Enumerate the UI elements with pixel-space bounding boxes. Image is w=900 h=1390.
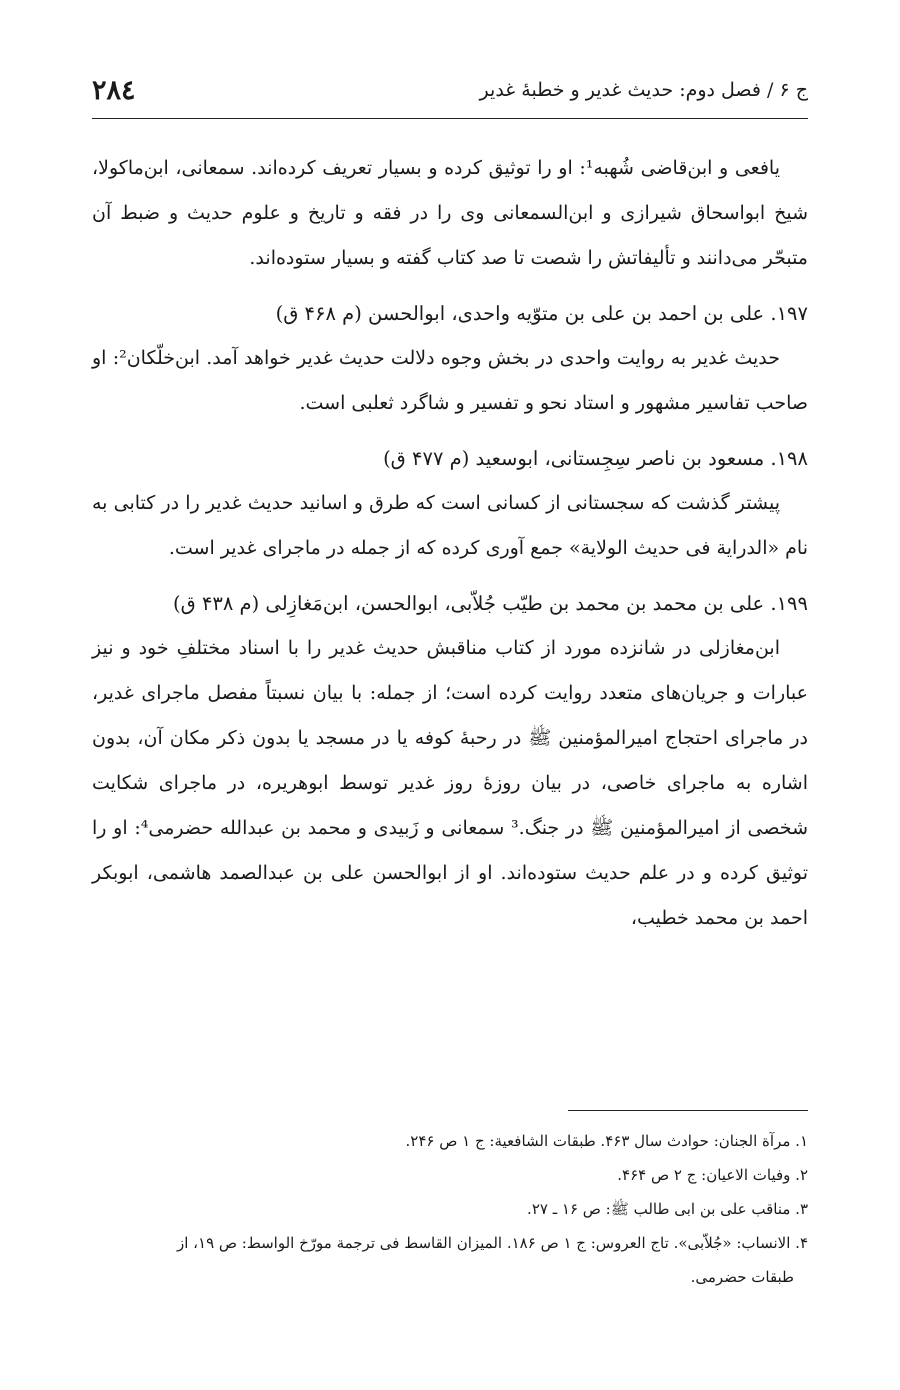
entry-body: حدیث غدیر به روایت واحدی در بخش وجوه دلالت حدیث غدیر خواهد آمد. ابن‌خلّکان²: او صاحب تفاسیر مشهور و استاد نحو و تفسیر و شاگرد ثعلبی است. — [92, 347, 808, 414]
entry-heading: ١٩٧. علی بن احمد بن علی بن متوّیه واحدی، ابوالحسن (م ۴۶٨ ق) — [275, 302, 808, 325]
intro-paragraph: یافعی و ابن‌قاضی شُهبه¹: او را توثیق کرده و بسیار تعریف کرده‌اند. سمعانی، ابن‌ماکولا، شیخ ابواسحاق شیرازی و ابن‌السمعانی وی را در فقه و تاریخ و علوم حدیث و ضبط آن متبحّر می‌دانند و تألیفاتش را شصت تا صد کتاب گفته و بسیار ستوده‌اند. — [92, 157, 808, 269]
footnote-3: ٣. مناقب علی بن ابی طالب ﷺ: ص ١۶ ـ ٢٧. — [527, 1200, 808, 1218]
page-number: ٢٨٤ — [92, 74, 136, 106]
entry-body: ابن‌مغازلی در شانزده مورد از کتاب مناقبش حدیث غدیر را با اسناد مختلفِ خود و نیز عبارات و جریان‌های متعدد روایت کرده است؛ از جمله: با بیان نسبتاً مفصل ماجرای غدیر، در ماجرای احتجاج امیرالمؤمنین ﷺ در رحبهٔ کوفه یا در مسجد یا بدون ذکر مکان آن، بدون اشاره به ماجرای خاصی، در بیان روزهٔ روز غدیر توسط ابوهریره، در ماجرای شکایت شخصی از امیرالمؤمنین ﷺ در جنگ.³ سمعانی و زَبیدی و محمد بن عبدالله حضرمی⁴: او را توثیق کرده و در علم حدیث ستوده‌اند. او از ابوالحسن علی بن عبدالصمد هاشمی، ابوبکر احمد بن محمد خطیب، — [92, 637, 808, 929]
main-text — [92, 146, 808, 941]
entry-198 — [92, 436, 808, 571]
footnote-1: ١. مرآة الجنان: حوادث سال ۴۶٣. طبقات الشافعیة: ج ١ ص ٢۴۶. — [405, 1132, 808, 1150]
entry-197 — [92, 291, 808, 426]
entry-199 — [92, 581, 808, 941]
footnotes — [92, 1124, 808, 1294]
footnote-4: ۴. الانساب: «جُلاّبی». تاج العروس: ج ١ ص ١٨۶. المیزان القاسط فی ترجمة مورّخ الواسط: ص ١٩، از — [176, 1234, 808, 1252]
page-header — [92, 70, 808, 110]
footnote-2: ٢. وفیات الاعیان: ج ٢ ص ۴۶۴. — [617, 1166, 808, 1184]
footnote-4-continuation: طبقات حضرمی. — [690, 1268, 794, 1286]
footnote-separator — [568, 1110, 808, 1111]
entry-body: پیشتر گذشت که سجستانی از کسانی است که طرق و اسانید حدیث غدیر را در کتابی به نام «الدرایة فی حدیث الولایة» جمع آوری کرده که از جمله در ماجرای غدیر است. — [92, 492, 808, 559]
header-rule — [92, 118, 808, 119]
entry-heading: ١٩٩. علی بن محمد بن محمد بن طیّب جُلاّبی، ابوالحسن، ابن‌مَغازِلی (م ۴٣٨ ق) — [173, 592, 808, 615]
entry-heading: ١٩٨. مسعود بن ناصر سِجِستانی، ابوسعید (م ۴٧٧ ق) — [383, 447, 808, 470]
running-title: ج ۶ / فصل دوم: حدیث غدیر و خطبهٔ غدیر — [479, 79, 808, 101]
